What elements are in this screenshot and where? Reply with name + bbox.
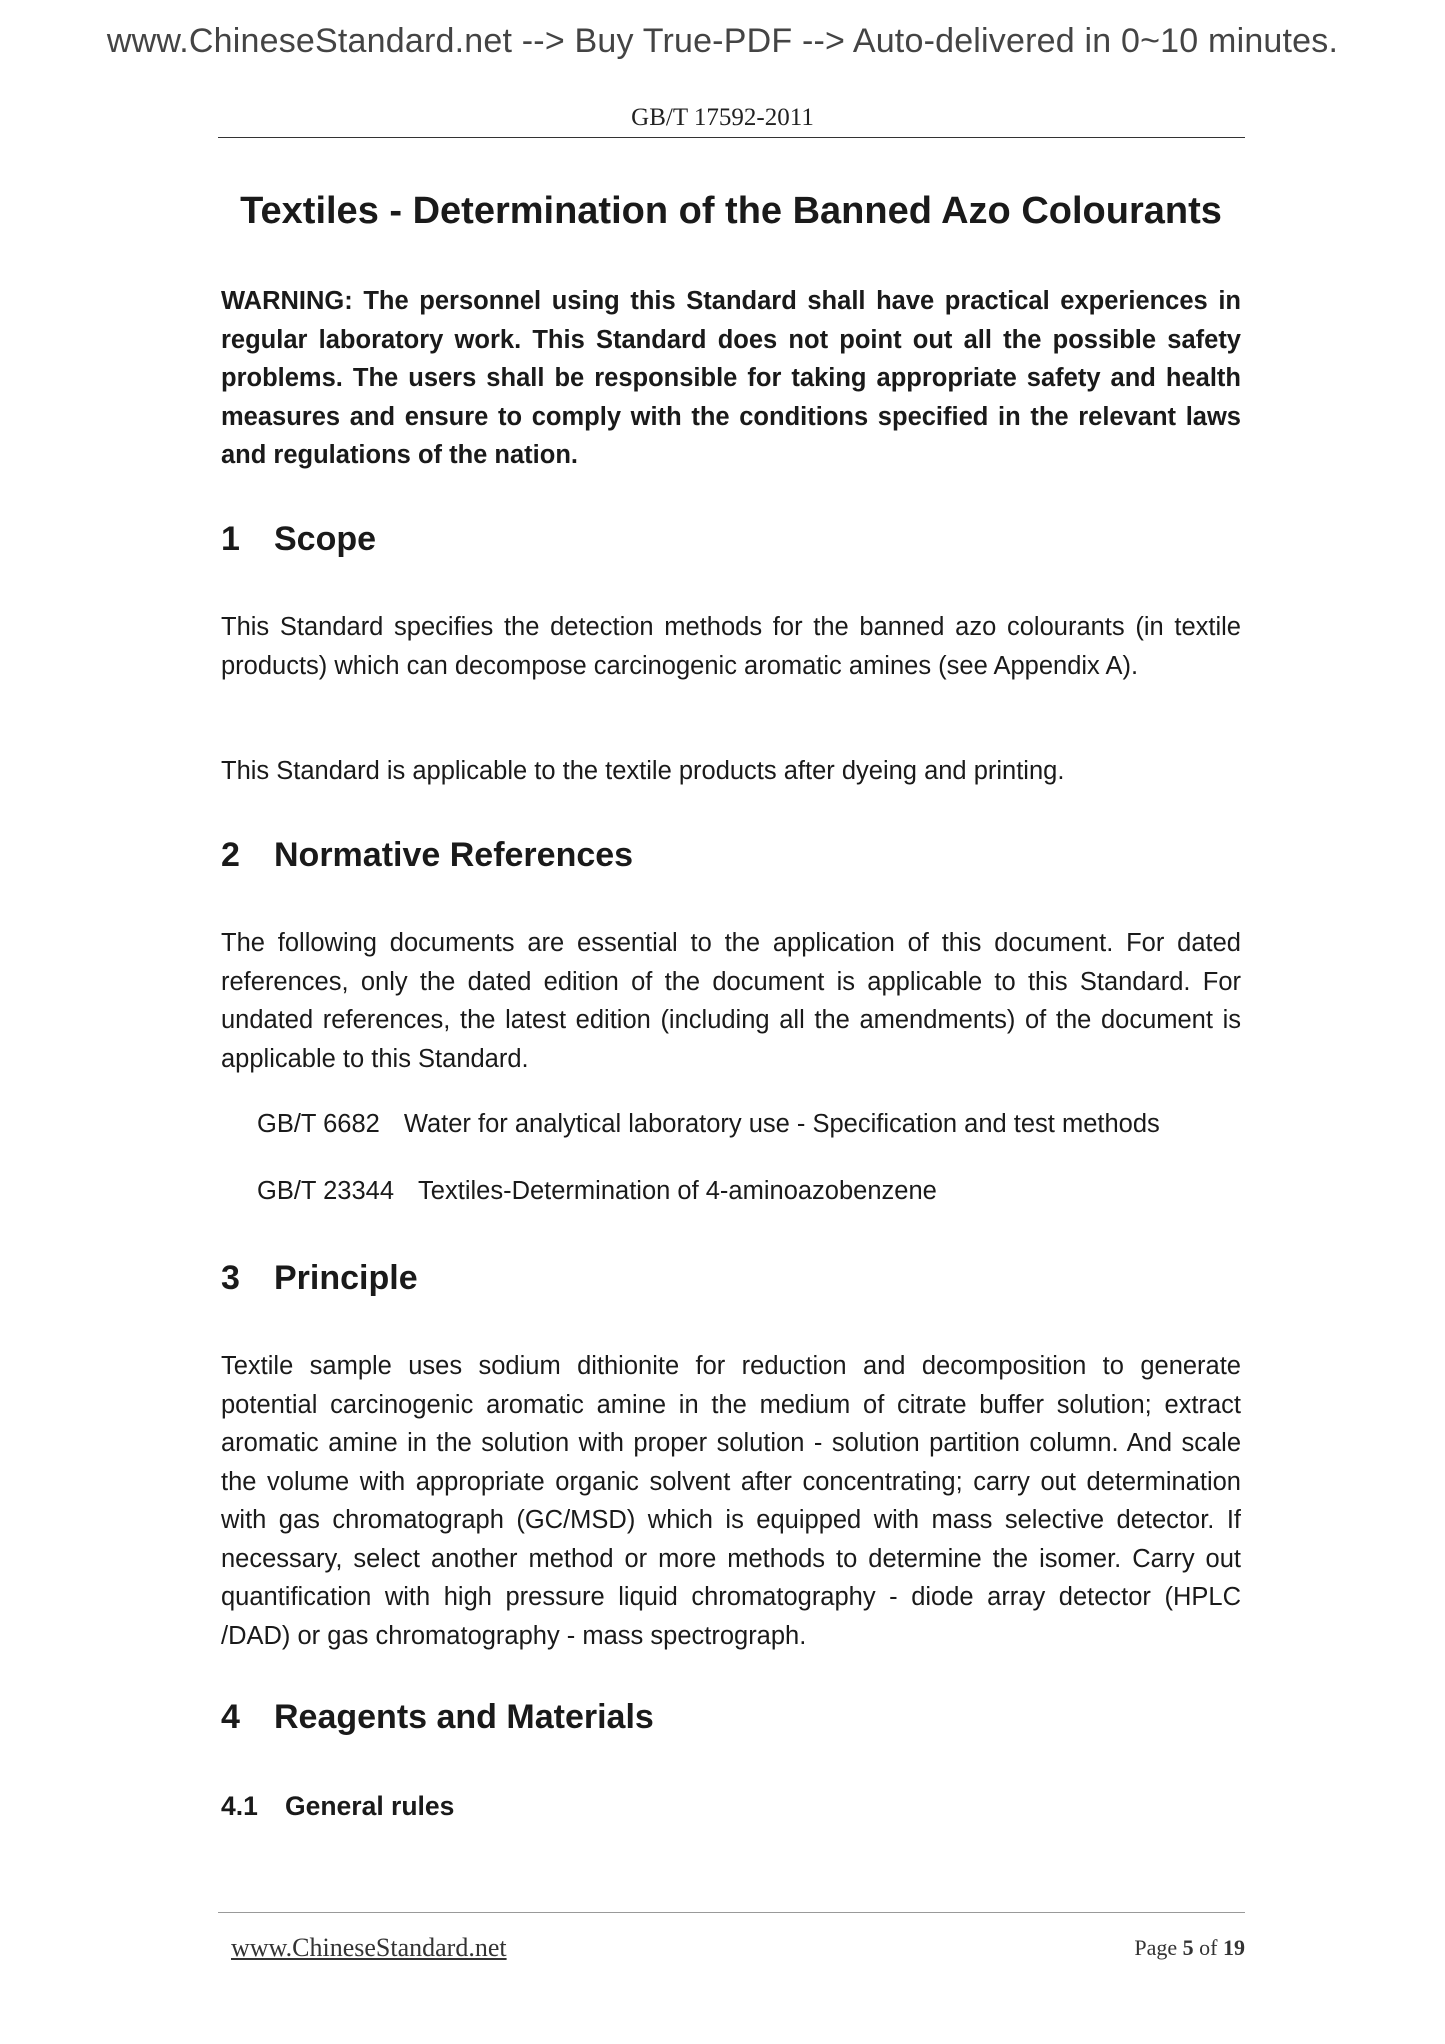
normative-paragraph: The following documents are essential to the application of this document. For dated references, only the dated edition of the document is applicable to this Standard. For undated references, the latest edition (including all the amendments) of the document is applicable to this Standard. <box>221 929 1241 1073</box>
section-title: Scope <box>274 520 377 558</box>
section-heading-normative-references <box>221 836 633 875</box>
reference-code: GB/T 6682 <box>257 1110 380 1138</box>
scope-paragraph-2: This Standard is applicable to the textile products after dyeing and printing. <box>221 757 1065 785</box>
reference-code: GB/T 23344 <box>257 1177 395 1205</box>
principle-paragraph: Textile sample uses sodium dithionite for reduction and decomposition to generate potential carcinogenic aromatic amine in the medium of citrate buffer solution; extract aromatic amine in the solution with proper solution - solution partition column. And scale the volume with appropriate organic solvent after concentrating; carry out determination with gas chromatograph (GC/MSD) which is equipped with mass selective detector. If necessary, select another method or more methods to determine the isomer. Carry out quantification with high pressure liquid chromatography - diode array detector (HPLC /DAD) or gas chromatography - mass spectrograph. <box>221 1352 1241 1650</box>
footer-divider <box>218 1912 1245 1913</box>
section-heading-reagents <box>221 1698 654 1737</box>
section-number: 3 <box>221 1259 240 1297</box>
section-number: 1 <box>221 520 240 558</box>
section-title: Reagents and Materials <box>274 1698 654 1736</box>
subsection-heading-general-rules <box>221 1791 454 1822</box>
document-title: Textiles - Determination of the Banned Azo Colourants <box>240 190 1222 232</box>
section-number: 4 <box>221 1698 240 1736</box>
reference-item <box>257 1110 1160 1139</box>
subsection-title: General rules <box>285 1791 455 1821</box>
reference-item <box>257 1177 937 1206</box>
section-title: Principle <box>274 1259 418 1297</box>
warning-paragraph: WARNING: The personnel using this Standard shall have practical experiences in regular laboratory work. This Standard does not point out all the possible safety problems. The users shall be responsible for taking appropriate safety and health measures and ensure to comply with the conditions specified in the relevant laws and regulations of the nation. <box>221 287 1241 469</box>
page-number: Page 5 of 19 <box>1134 1935 1245 1960</box>
section-title: Normative References <box>274 836 634 874</box>
footer-website-link[interactable]: www.ChineseStandard.net <box>231 1933 507 1962</box>
reference-title: Textiles-Determination of 4-aminoazobenzene <box>418 1177 937 1205</box>
reference-title: Water for analytical laboratory use - Specification and test methods <box>403 1110 1160 1138</box>
section-number: 2 <box>221 836 240 874</box>
scope-paragraph-1: This Standard specifies the detection methods for the banned azo colourants (in textile products) which can decompose carcinogenic aromatic amines (see Appendix A). <box>221 613 1241 680</box>
subsection-number: 4.1 <box>221 1791 258 1821</box>
standard-code-header: GB/T 17592-2011 <box>631 104 814 131</box>
top-banner-link[interactable]: www.ChineseStandard.net --> Buy True-PDF --> Auto-delivered in 0~10 minutes. <box>106 22 1339 60</box>
header-divider <box>218 137 1245 138</box>
section-heading-scope <box>221 520 376 559</box>
section-heading-principle <box>221 1259 418 1298</box>
